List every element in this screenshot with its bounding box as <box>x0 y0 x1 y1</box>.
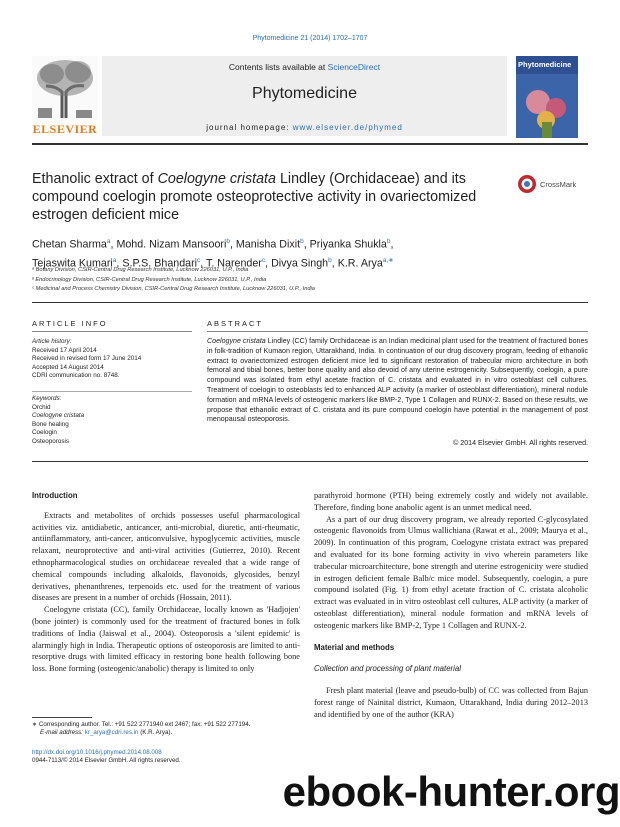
author-affiliation-mark[interactable]: b <box>386 238 391 245</box>
author-affiliation-mark[interactable]: c <box>197 256 201 264</box>
affiliations <box>32 266 552 295</box>
history-received: Received 17 April 2014 <box>32 346 97 354</box>
doi-block <box>32 749 300 766</box>
author-name: Manisha Dixit <box>235 238 301 251</box>
issn-line: 0944-7113/© 2014 Elsevier GmbH. All rights reserved. <box>32 757 181 765</box>
methods-heading: Material and methods <box>314 642 395 652</box>
publisher-name: ELSEVIER <box>32 122 98 136</box>
author-name: K.R. Arya <box>337 257 383 270</box>
author-separator: , <box>390 238 394 251</box>
author-affiliation-mark[interactable]: a,∗ <box>382 256 394 264</box>
article-info-rule <box>32 331 192 332</box>
intro-heading: Introduction <box>32 491 78 500</box>
abstract-body: Lindley (CC) family Orchidaceae is an Indian medicinal plant used for the treatment of fractured bones in folk-tradition of Kumaon region, Uttarakhand, India. In continuation of our drug discovery program, feeding of ethanolic extract to ovariectomized estrogen deficient mice led to significant restoration of trabecular micro architecture in both femoral and tibial bones, better bone quality and also devoid of any uterine estrogenicity. Subsequently, coelogin, a pure compound was isolated from ethyl acetate fraction of C. cristata and evaluated in in vitro osteoblast cell cultures. Treatment of coelogin to osteoblasts led to enhanced ALP activity (a marker of osteoblast differentiation), mineral nodule formation and mRNA levels of osteogenic markers like BMP-2, Type 1 Collagen and RUNX-2. Based on these results, we propose that ethanolic extract of C. cristata and its pure compound coelogin have potential in the management of post menopausal osteoporosis. <box>207 337 588 424</box>
intro-paragraph-1: Extracts and metabolites of orchids possesses useful pharmacological activities viz. antidiabetic, anticancer, anti-microbial, diuretic, anti-rheumatic, antiinflammatory, anti-cancer, anticonvulsive, hypoglycemic activities, muscle relaxant, neuroprotective and anti-viral activities (Gutierrez, 2010). Recent ethnopharmacological studies on orchidaceae revealed that a wide range of chemical compounds including alkaloids, flavonoids, glycosides, benzyl derivatives, phenanthrenes, terpenoids etc. used for the treatment of various diseases are present in a number of orchids (Hossain, 2011). <box>32 510 300 603</box>
author-separator: , <box>110 238 117 251</box>
author-affiliation-mark[interactable]: a <box>112 256 117 264</box>
title-part: Ethanolic extract of <box>32 171 158 187</box>
contents-prefix: Contents lists available at <box>228 62 326 72</box>
abstract-rule <box>207 331 588 332</box>
corresponding-author: ∗ Corresponding author. Tel.: +91 522 2771940 ext 2467; fax: +91 522 277194. <box>32 721 251 728</box>
email-link[interactable]: kr_arya@cdri.res.in <box>84 729 139 737</box>
keywords-rule <box>32 391 192 392</box>
abstract-species: Coelogyne cristata <box>207 337 266 345</box>
article-title <box>32 170 502 224</box>
methods-subheading: Collection and processing of plant material <box>314 664 461 674</box>
abstract-copyright: © 2014 Elsevier GmbH. All rights reserved. <box>453 439 588 447</box>
author-name: T. Narender <box>206 257 262 270</box>
author-separator: , <box>303 238 310 251</box>
author-separator: , <box>229 238 236 251</box>
title-part: Lindley (Orchidaceae) and its compound coelogin promote osteoprotective activity in ovariectomized estrogen deficient mice <box>32 171 477 223</box>
keyword: Bone healing <box>32 420 69 428</box>
keywords <box>32 395 192 447</box>
doi-link[interactable]: http://dx.doi.org/10.1016/j.phymed.2014.08.008 <box>32 749 162 756</box>
history-label: Article history: <box>32 338 72 345</box>
corresponding-footnote <box>32 721 300 738</box>
author-affiliation-mark[interactable]: b <box>226 238 230 245</box>
intro-paragraph-2: Coelogyne cristata (CC), family Orchidaceae, locally known as 'Hadjojen' (bone jointer) is commonly used for the treatment of fractured bones in folk traditions of India (Jaiswal et al., 2004). Osteoporosis a 'silent epidemic' is alarmingly high in India. Therapeutic options of osteoporosis are limited to anti-resorptive drugs with limited efficacy in restoring bone health following bone loss. Bone forming (osteogenic/anabolic) therapy is limited to only <box>32 605 300 674</box>
watermark: ebook-hunter.org <box>282 768 620 815</box>
history-revised: Received in revised form 17 June 2014 <box>32 355 142 363</box>
affiliation-c: ᶜ Medicinal and Process Chemistry Division, CSIR-Central Drug Research Institute, Lucknow 226031, U.P., India <box>32 286 315 292</box>
email-suffix: (K.R. Arya). <box>140 729 173 737</box>
email-label: E-mail address: <box>40 729 83 737</box>
header-rule <box>32 143 588 145</box>
cover-title: Phytomedicine <box>518 60 572 69</box>
article-info-heading: ARTICLE INFO <box>32 319 108 328</box>
left-column <box>32 490 300 675</box>
author-separator: , <box>116 257 123 270</box>
contents-line <box>102 62 507 72</box>
journal-homepage <box>102 123 507 132</box>
email-line <box>32 729 300 737</box>
homepage-link[interactable]: www.elsevier.de/phymed <box>292 123 403 132</box>
author-name: Mohd. Nizam Mansoori <box>116 238 227 251</box>
affiliation-a: ᵃ Botany Division, CSIR-Central Drug Research Institute, Lucknow 226031, U.P., India <box>32 267 249 273</box>
right-paragraph-2: As a part of our drug discovery program, we already reported C-glycosylated osteogenic flavonoids from Ulmus wallichiana (Rawat et al., 2009; Maurya et al., 2009). In continuation of this program, Coelogyne cristata extract was prepared and evaluated for its bone forming activity in vivo wherein parameters like trabecular microarchitecture, bone strength and uterine estrogenicity were studied in estrogen deficient female Balb/c mice model. Subsequently, coelogin, a pure compound isolated (Fig. 1) from ethyl acetate fraction of C. cristata alcoholic extract was evaluated in in vitro osteoblast cell cultures, ALP activity (a marker of osteoblast differentiation), mineral nodule formation and mRNA levels of osteogenic markers like BMP-2, Type 1 Collagen and RUNX-2. <box>314 514 588 630</box>
author-separator: , <box>265 257 272 270</box>
author-separator: , <box>200 257 207 270</box>
author-name: Divya Singh <box>271 257 329 270</box>
body-rule <box>32 461 588 462</box>
affiliation-b: ᵇ Endocrinology Division, CSIR-Central Drug Research Institute, Lucknow 226031, U.P., India <box>32 276 267 283</box>
crossmark-label[interactable]: CrossMark <box>540 180 577 189</box>
keyword: Osteoporosis <box>32 437 70 445</box>
right-paragraph-1: parathyroid hormone (PTH) being extremely costly and widely not available. Therefore, finding bone anabolic agent is an unmet medical need. <box>314 491 588 512</box>
footnote-rule <box>32 717 92 718</box>
abstract-heading: ABSTRACT <box>207 319 264 328</box>
journal-reference[interactable]: Phytomedicine 21 (2014) 1702–1707 <box>252 35 368 42</box>
homepage-prefix: journal homepage: <box>206 123 290 132</box>
author-affiliation-mark[interactable]: a <box>106 238 111 245</box>
methods-paragraph-1: Fresh plant material (leave and pseudo-bulb) of CC was collected from Bajun forest range of Nainital district, Kumaon, Uttarakhand, India during 2012–2013 and identified by one of the author (KRA) <box>314 686 588 719</box>
author-separator: , <box>331 257 338 270</box>
author-name: Chetan Sharma <box>32 238 107 251</box>
right-column <box>314 490 588 721</box>
title-species: Coelogyne cristata <box>157 171 276 187</box>
keyword: Coelogin <box>32 429 57 437</box>
author-affiliation-mark[interactable]: b <box>328 256 332 264</box>
keyword: Orchid <box>32 403 51 411</box>
sciencedirect-link[interactable]: ScienceDirect <box>327 62 381 72</box>
author-name: Tejaswita Kumari <box>32 257 113 270</box>
author-affiliation-mark[interactable]: c <box>261 256 266 264</box>
history-accepted: Accepted 14 August 2014 <box>32 363 104 371</box>
article-history <box>32 338 192 381</box>
abstract-text <box>207 337 588 425</box>
history-communication: CDRI communication no. 8748. <box>32 372 120 380</box>
author-name: Priyanka Shukla <box>309 238 387 251</box>
journal-title: Phytomedicine <box>252 85 357 102</box>
section-rule <box>32 302 588 303</box>
keyword: Coelogyne cristata <box>32 412 85 420</box>
author-affiliation-mark[interactable]: b <box>300 238 304 245</box>
keywords-label: Keywords: <box>32 395 62 402</box>
crossmark-icon[interactable] <box>517 174 537 194</box>
author-name: S.P.S. Bhandari <box>122 257 198 270</box>
